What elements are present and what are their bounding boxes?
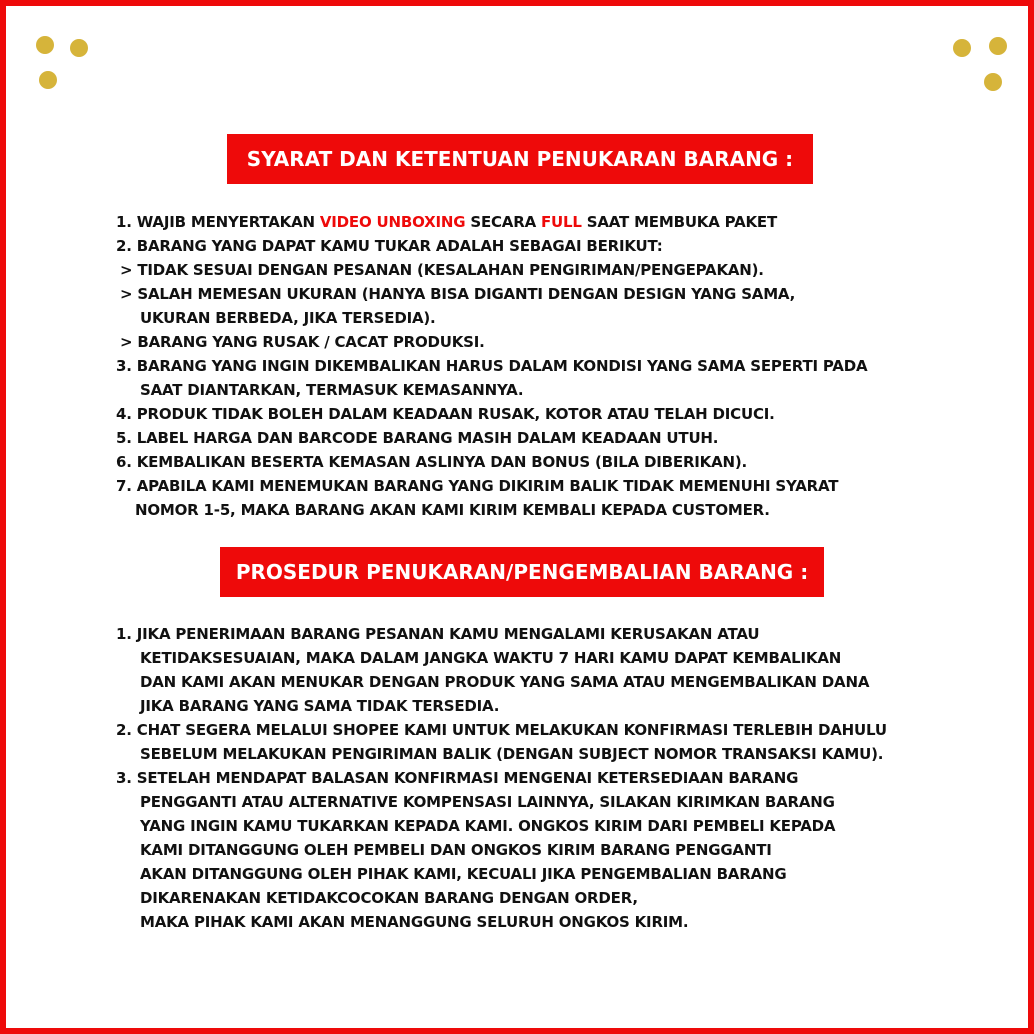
gold-dot-decoration	[36, 36, 54, 54]
procedure-title-banner: PROSEDUR PENUKARAN/PENGEMBALIAN BARANG :	[220, 547, 824, 597]
gold-dot-decoration	[989, 37, 1007, 55]
gold-dot-decoration	[70, 39, 88, 57]
terms-line: 2. BARANG YANG DAPAT KAMU TUKAR ADALAH SEBAGAI BERIKUT:	[116, 237, 663, 255]
terms-line: 4. PRODUK TIDAK BOLEH DALAM KEADAAN RUSAK, KOTOR ATAU TELAH DICUCI.	[116, 405, 775, 423]
terms-item-1: 1. WAJIB MENYERTAKAN VIDEO UNBOXING SECARA FULL SAAT MEMBUKA PAKET	[116, 213, 777, 231]
terms-list	[116, 210, 867, 522]
gold-dot-decoration	[953, 39, 971, 57]
procedure-line: 2. CHAT SEGERA MELALUI SHOPEE KAMI UNTUK MELAKUKAN KONFIRMASI TERLEBIH DAHULU	[116, 721, 887, 739]
terms-line: SAAT DIANTARKAN, TERMASUK KEMASANNYA.	[140, 381, 524, 399]
procedure-line: MAKA PIHAK KAMI AKAN MENANGGUNG SELURUH ONGKOS KIRIM.	[140, 913, 689, 931]
terms-line: > BARANG YANG RUSAK / CACAT PRODUKSI.	[120, 333, 485, 351]
gold-dot-decoration	[984, 73, 1002, 91]
procedure-line: JIKA BARANG YANG SAMA TIDAK TERSEDIA.	[140, 697, 500, 715]
procedure-line: 1. JIKA PENERIMAAN BARANG PESANAN KAMU MENGALAMI KERUSAKAN ATAU	[116, 625, 760, 643]
procedure-line: PENGGANTI ATAU ALTERNATIVE KOMPENSASI LAINNYA, SILAKAN KIRIMKAN BARANG	[140, 793, 835, 811]
procedure-line: AKAN DITANGGUNG OLEH PIHAK KAMI, KECUALI JIKA PENGEMBALIAN BARANG	[140, 865, 787, 883]
terms-line: > SALAH MEMESAN UKURAN (HANYA BISA DIGANTI DENGAN DESIGN YANG SAMA,	[120, 285, 796, 303]
terms-line: NOMOR 1-5, MAKA BARANG AKAN KAMI KIRIM KEMBALI KEPADA CUSTOMER.	[135, 501, 770, 519]
terms-line: 3. BARANG YANG INGIN DIKEMBALIKAN HARUS DALAM KONDISI YANG SAMA SEPERTI PADA	[116, 357, 868, 375]
terms-line: UKURAN BERBEDA, JIKA TERSEDIA).	[140, 309, 436, 327]
procedure-line: YANG INGIN KAMU TUKARKAN KEPADA KAMI. ONGKOS KIRIM DARI PEMBELI KEPADA	[140, 817, 836, 835]
procedure-list	[116, 622, 887, 934]
procedure-line: DIKARENAKAN KETIDAKCOCOKAN BARANG DENGAN ORDER,	[140, 889, 638, 907]
terms-line: 5. LABEL HARGA DAN BARCODE BARANG MASIH DALAM KEADAAN UTUH.	[116, 429, 719, 447]
terms-line: 6. KEMBALIKAN BESERTA KEMASAN ASLINYA DAN BONUS (BILA DIBERIKAN).	[116, 453, 748, 471]
procedure-line: DAN KAMI AKAN MENUKAR DENGAN PRODUK YANG SAMA ATAU MENGEMBALIKAN DANA	[140, 673, 870, 691]
terms-line: > TIDAK SESUAI DENGAN PESANAN (KESALAHAN PENGIRIMAN/PENGEPAKAN).	[120, 261, 764, 279]
highlight-full: FULL	[541, 213, 582, 231]
procedure-line: SEBELUM MELAKUKAN PENGIRIMAN BALIK (DENGAN SUBJECT NOMOR TRANSAKSI KAMU).	[140, 745, 884, 763]
terms-title-banner: SYARAT DAN KETENTUAN PENUKARAN BARANG :	[227, 134, 813, 184]
procedure-line: KETIDAKSESUAIAN, MAKA DALAM JANGKA WAKTU 7 HARI KAMU DAPAT KEMBALIKAN	[140, 649, 842, 667]
highlight-video-unboxing: VIDEO UNBOXING	[319, 213, 466, 231]
procedure-line: KAMI DITANGGUNG OLEH PEMBELI DAN ONGKOS KIRIM BARANG PENGGANTI	[140, 841, 772, 859]
procedure-line: 3. SETELAH MENDAPAT BALASAN KONFIRMASI MENGENAI KETERSEDIAAN BARANG	[116, 769, 799, 787]
terms-line: 7. APABILA KAMI MENEMUKAN BARANG YANG DIKIRIM BALIK TIDAK MEMENUHI SYARAT	[116, 477, 839, 495]
gold-dot-decoration	[39, 71, 57, 89]
